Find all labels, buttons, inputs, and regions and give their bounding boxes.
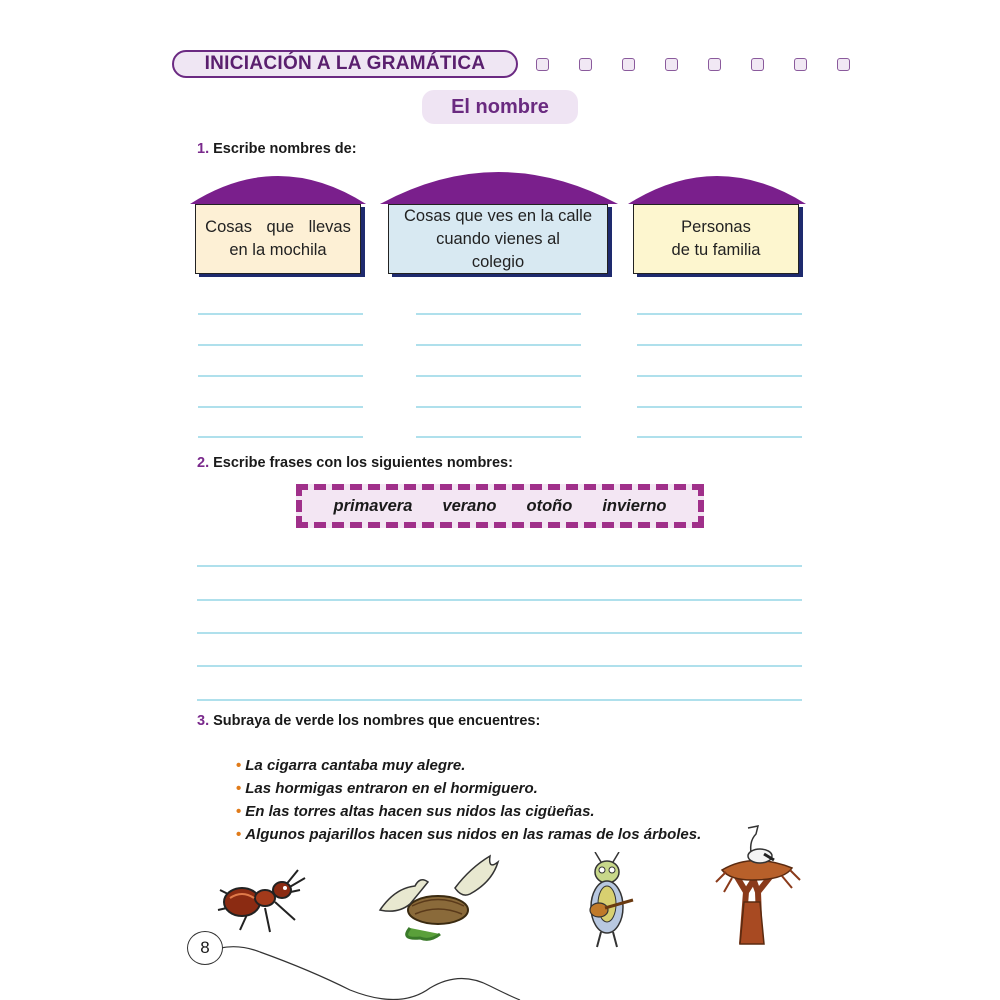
category-3-line-2: de tu familia <box>671 241 761 259</box>
sentence-item: • En las torres altas hacen sus nidos las cigüeñas. <box>236 803 595 820</box>
exercise-3-instruction: Subraya de verde los nombres que encuentres: <box>213 713 541 729</box>
category-3-line-1: Personas <box>681 218 751 236</box>
ant-illustration <box>210 860 310 940</box>
word-box <box>296 484 704 528</box>
section-title: INICIACIÓN A LA GRAMÁTICA <box>204 53 486 74</box>
exercise-2-lines <box>197 566 802 700</box>
word-invierno: invierno <box>602 496 667 515</box>
category-1-line-1: Cosas que llevas <box>205 218 351 236</box>
mouse-cable-decoration <box>220 930 550 1000</box>
stork-nest-illustration <box>712 822 802 947</box>
birds-nest-illustration <box>370 848 510 943</box>
exercise-3-title <box>197 713 540 729</box>
word-verano: verano <box>442 496 497 515</box>
exercise-2-instruction: Escribe frases con los siguientes nombres: <box>213 455 513 471</box>
exercise-1-number: 1. <box>197 141 210 157</box>
page-number: 8 <box>187 931 223 965</box>
word-otono: otoño <box>526 496 573 515</box>
sentence-item: • Algunos pajarillos hacen sus nidos en las ramas de los árboles. <box>236 826 702 843</box>
lesson-title: El nombre <box>451 95 549 118</box>
word-primavera: primavera <box>333 496 413 515</box>
sentence-item: • Las hormigas entraron en el hormiguero. <box>236 780 538 797</box>
exercise-2-title <box>197 455 513 471</box>
exercise-3-number: 3. <box>197 713 210 729</box>
category-2-line-2: cuando vienes al <box>436 229 560 248</box>
category-1-line-2: en la mochila <box>229 241 327 259</box>
exercise-2-number: 2. <box>197 455 210 471</box>
cicada-with-guitar-illustration <box>575 852 645 950</box>
sentence-list <box>236 754 701 846</box>
sentence-item: • La cigarra cantaba muy alegre. <box>236 757 466 774</box>
category-2-line-3: colegio <box>471 252 525 271</box>
exercise-1-instruction: Escribe nombres de: <box>213 141 357 157</box>
category-2-line-1: Cosas que ves en la calle <box>403 206 593 225</box>
exercise-1-lines <box>198 314 802 437</box>
